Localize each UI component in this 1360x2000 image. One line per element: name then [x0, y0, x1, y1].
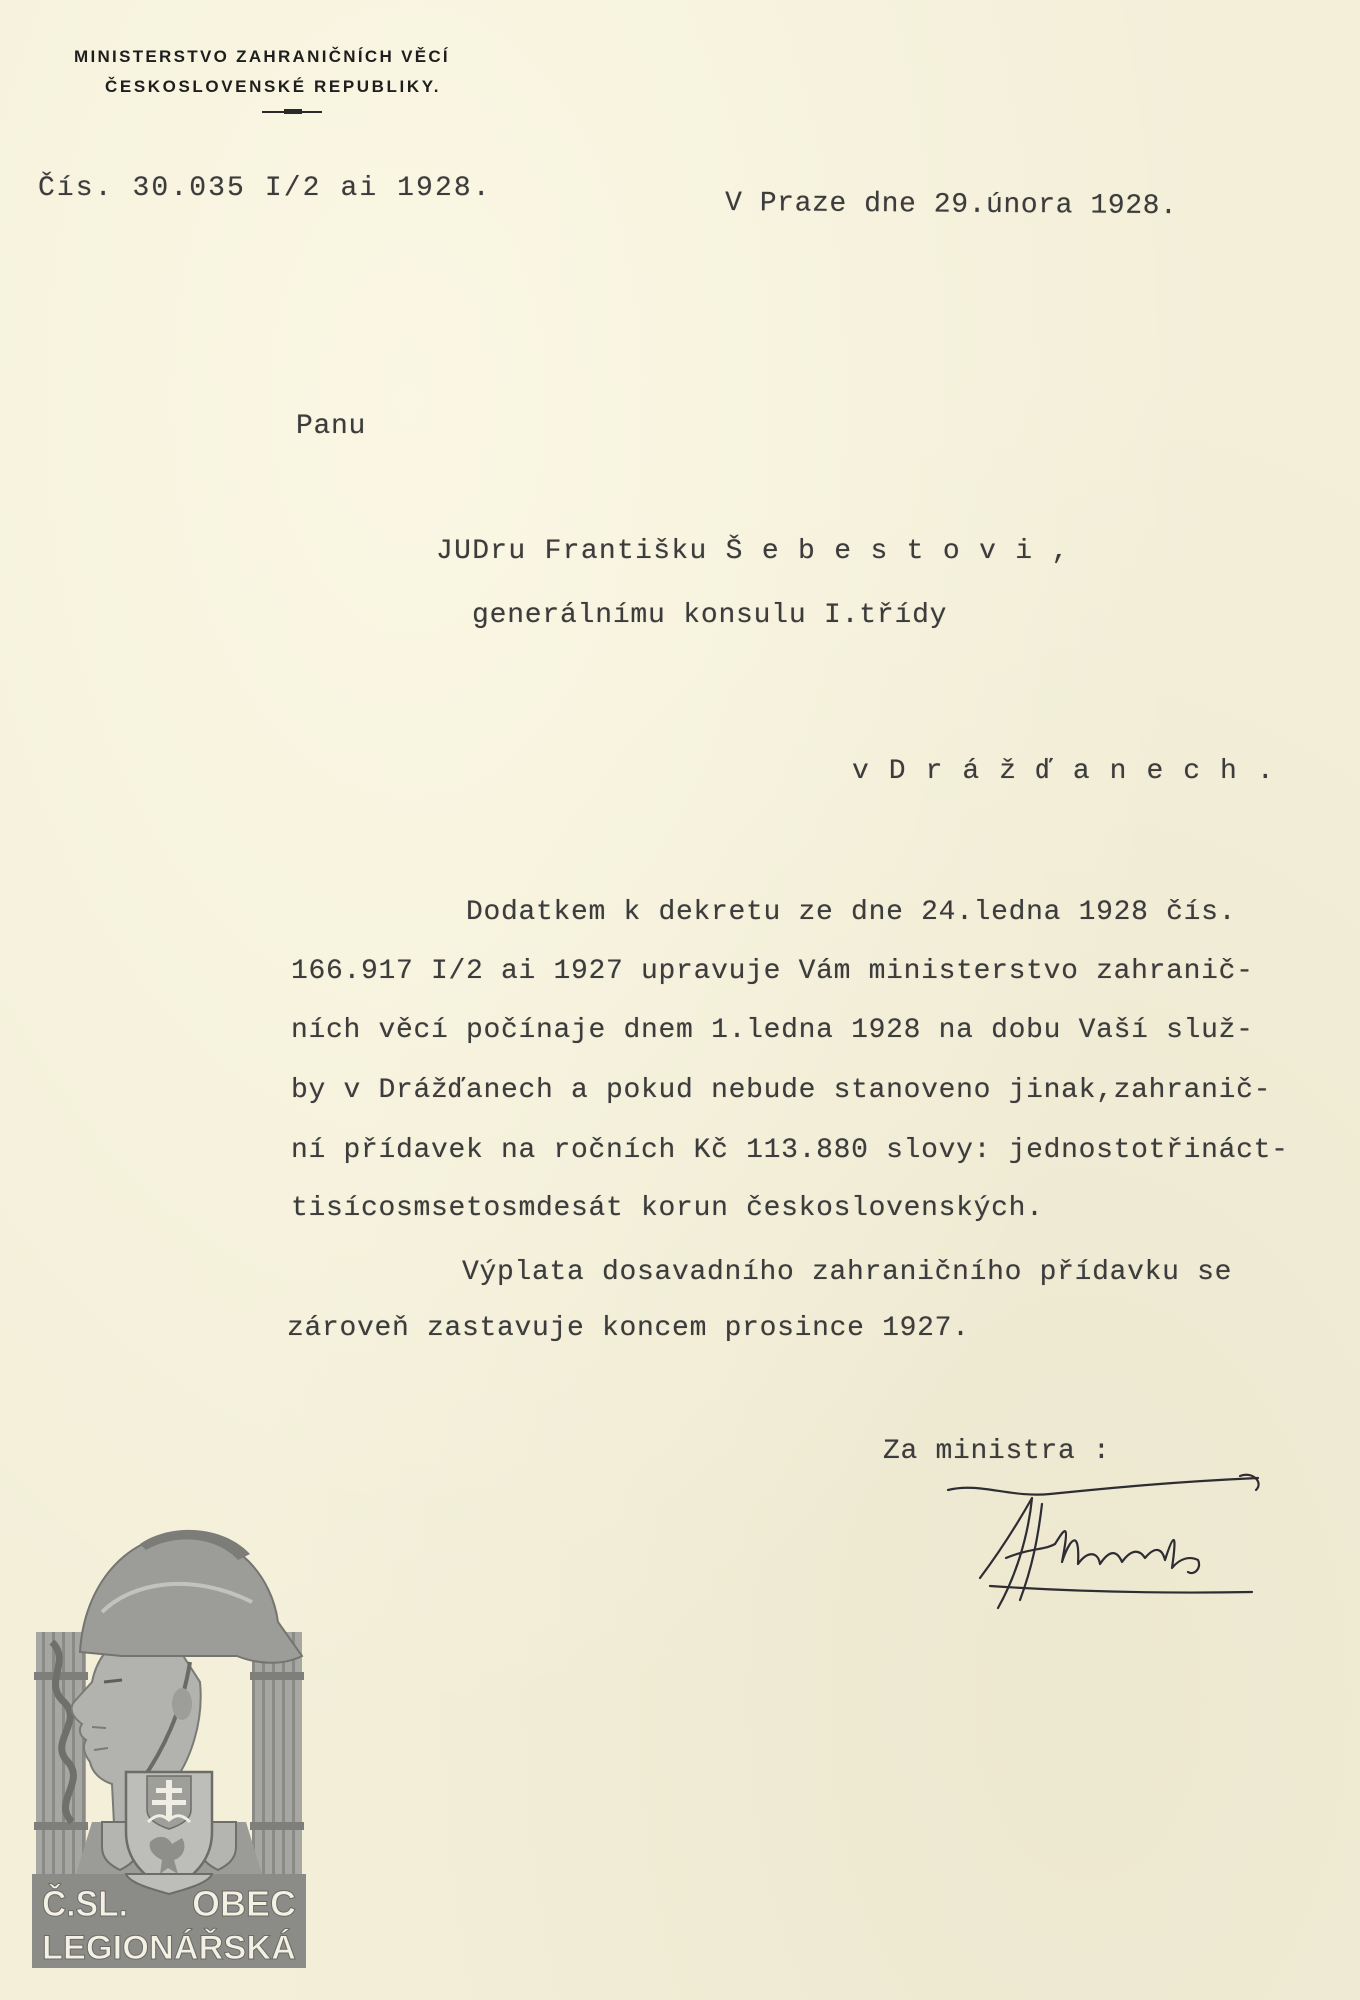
body-line: by v Drážďanech a pokud nebude stanoveno jinak,zahranič- — [291, 1075, 1272, 1106]
logo-text-obec: OBEC — [192, 1883, 296, 1924]
letterhead-line-2: ČESKOSLOVENSKÉ REPUBLIKY. — [105, 77, 442, 96]
body-line: tisícosmsetosmdesát korun československých. — [291, 1193, 1044, 1224]
salutation: Panu — [296, 411, 367, 442]
letterhead-line-1: MINISTERSTVO ZAHRANIČNÍCH VĚCÍ — [74, 47, 450, 66]
body-line: ních věcí počínaje dnem 1.ledna 1928 na dobu Vaší služ- — [291, 1015, 1254, 1046]
recipient-name: JUDru Františku Š e b e s t o v i , — [436, 536, 1070, 567]
body-line: 166.917 I/2 ai 1927 upravuje Vám ministerstvo zahranič- — [291, 956, 1254, 987]
fasces-left — [34, 1632, 88, 1874]
place-date: V Praze dne 29.února 1928. — [724, 188, 1178, 223]
logo-text-csl: Č.SL. — [42, 1883, 135, 1924]
closing: Za ministra : — [883, 1436, 1111, 1467]
body-line: ní přídavek na ročních Kč 113.880 slovy: jednostotřináct- — [291, 1135, 1289, 1166]
recipient-title: generálnímu konsulu I.třídy — [472, 600, 948, 631]
letterhead-rule-center — [284, 109, 302, 114]
logo-text-legionarska: LEGIONÁŘSKÁ — [42, 1929, 296, 1967]
reference-number: Čís. 30.035 I/2 ai 1928. — [38, 173, 492, 204]
signature — [940, 1468, 1270, 1618]
body-line: Výplata dosavadního zahraničního přídavku se — [462, 1257, 1233, 1288]
body-line: zároveň zastavuje koncem prosince 1927. — [287, 1313, 970, 1344]
recipient-location: v D r á ž ď a n e c h . — [852, 756, 1276, 787]
helmet — [80, 1534, 302, 1663]
fasces-right — [250, 1632, 304, 1874]
body-line: Dodatkem k dekretu ze dne 24.ledna 1928 čís. — [466, 897, 1237, 928]
legionary-emblem-logo — [32, 1522, 306, 1968]
